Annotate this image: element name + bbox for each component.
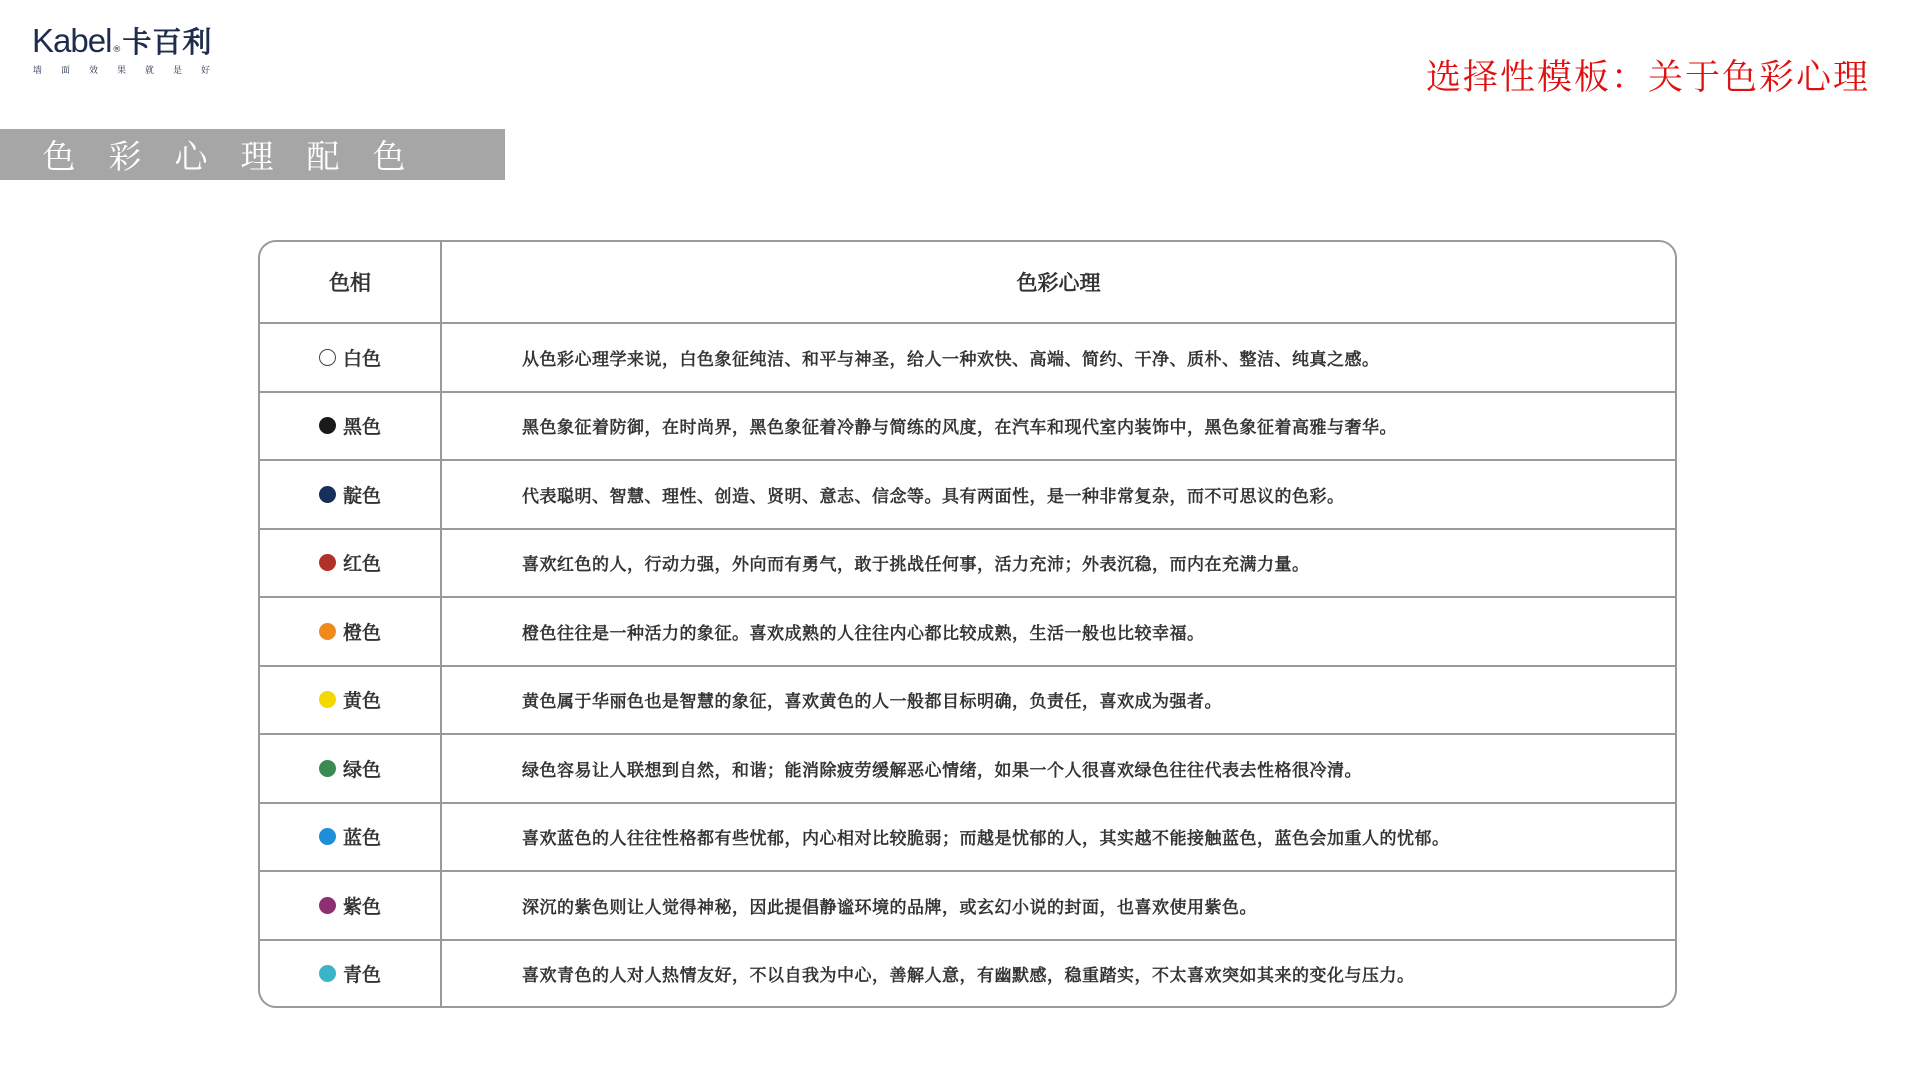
psychology-description: 喜欢蓝色的人往往性格都有些忧郁，内心相对比较脆弱；而越是忧郁的人，其实越不能接触蓝色，蓝色会加重人的忧郁。 xyxy=(441,803,1675,872)
hue-name: 蓝色 xyxy=(342,827,381,850)
table-header-row xyxy=(260,242,1675,323)
hue-cell xyxy=(260,940,441,1006)
hue-cell xyxy=(260,871,441,940)
section-title-banner xyxy=(0,129,505,180)
color-swatch-icon xyxy=(319,417,336,434)
hue-name: 黄色 xyxy=(342,690,381,713)
hue-label-group xyxy=(319,549,381,576)
hue-name: 绿色 xyxy=(342,758,381,781)
table-row xyxy=(260,323,1675,392)
psychology-description: 从色彩心理学来说，白色象征纯洁、和平与神圣，给人一种欢快、高端、简约、干净、质朴、整洁、纯真之感。 xyxy=(441,323,1675,392)
hue-name: 靛色 xyxy=(342,484,381,507)
table-row xyxy=(260,871,1675,940)
hue-name: 黑色 xyxy=(342,416,381,439)
table-row xyxy=(260,940,1675,1006)
color-swatch-icon xyxy=(319,691,336,708)
color-swatch-icon xyxy=(319,623,336,640)
hue-label-group xyxy=(319,823,381,850)
brand-name-cn: 卡百利 xyxy=(122,25,213,59)
hue-cell xyxy=(260,460,441,529)
hue-label-group xyxy=(319,892,381,919)
hue-label-group xyxy=(319,481,381,508)
color-swatch-icon xyxy=(319,897,336,914)
template-title: 选择性模板：关于色彩心理 xyxy=(1425,58,1870,98)
hue-name: 红色 xyxy=(342,553,381,576)
hue-name: 青色 xyxy=(342,963,381,986)
brand-name-en: Kabel xyxy=(32,22,112,59)
color-swatch-icon xyxy=(319,554,336,571)
psychology-description: 代表聪明、智慧、理性、创造、贤明、意志、信念等。具有两面性，是一种非常复杂，而不可思议的色彩。 xyxy=(441,460,1675,529)
psychology-description: 喜欢青色的人对人热情友好，不以自我为中心，善解人意，有幽默感，稳重踏实，不太喜欢突如其来的变化与压力。 xyxy=(522,965,1415,986)
header-hue: 色相 xyxy=(260,242,441,323)
table-row xyxy=(260,803,1675,872)
hue-label-group xyxy=(319,344,381,371)
hue-name: 橙色 xyxy=(342,621,381,644)
brand-slogan: 墙面效果就是好 xyxy=(33,66,230,76)
color-swatch-icon xyxy=(319,349,336,366)
psychology-description: 黑色象征着防御，在时尚界，黑色象征着冷静与简练的风度，在汽车和现代室内装饰中，黑色象征着高雅与奢华。 xyxy=(441,392,1675,461)
hue-cell xyxy=(260,392,441,461)
hue-cell xyxy=(260,597,441,666)
color-swatch-icon xyxy=(319,486,336,503)
hue-cell xyxy=(260,734,441,803)
table-row xyxy=(260,529,1675,598)
hue-label-group xyxy=(319,960,381,987)
psychology-description: 绿色容易让人联想到自然，和谐；能消除疲劳缓解恶心情绪，如果一个人很喜欢绿色往往代表去性格很冷清。 xyxy=(441,734,1675,803)
section-title: 色彩心理配色 xyxy=(42,137,439,176)
brand-logo xyxy=(32,20,229,76)
hue-cell xyxy=(260,323,441,392)
hue-cell xyxy=(260,529,441,598)
psychology-description: 橙色往往是一种活力的象征。喜欢成熟的人往往内心都比较成熟，生活一般也比较幸福。 xyxy=(441,597,1675,666)
hue-name: 白色 xyxy=(342,347,381,370)
hue-cell xyxy=(260,666,441,735)
psychology-description: 黄色属于华丽色也是智慧的象征，喜欢黄色的人一般都目标明确，负责任，喜欢成为强者。 xyxy=(441,666,1675,735)
psychology-description: 喜欢红色的人，行动力强，外向而有勇气，敢于挑战任何事，活力充沛；外表沉稳，而内在充满力量。 xyxy=(441,529,1675,598)
table-row xyxy=(260,392,1675,461)
table-row xyxy=(260,460,1675,529)
hue-label-group xyxy=(319,686,381,713)
table-body xyxy=(260,323,1675,1006)
table-row xyxy=(260,597,1675,666)
hue-label-group xyxy=(319,618,381,645)
color-psychology-table xyxy=(258,240,1677,1008)
table-row xyxy=(260,666,1675,735)
hue-cell xyxy=(260,803,441,872)
hue-label-group xyxy=(319,755,381,782)
brand-wordmark xyxy=(32,20,229,61)
psychology-description: 深沉的紫色则让人觉得神秘，因此提倡静谧环境的品牌，或玄幻小说的封面，也喜欢使用紫色。 xyxy=(441,871,1675,940)
table xyxy=(260,242,1675,1006)
color-swatch-icon xyxy=(319,828,336,845)
hue-name: 紫色 xyxy=(342,896,381,919)
registered-mark: ® xyxy=(112,45,122,55)
table-row xyxy=(260,734,1675,803)
color-swatch-icon xyxy=(319,760,336,777)
hue-label-group xyxy=(319,412,381,439)
header-psychology: 色彩心理 xyxy=(441,242,1675,323)
color-swatch-icon xyxy=(319,965,336,982)
